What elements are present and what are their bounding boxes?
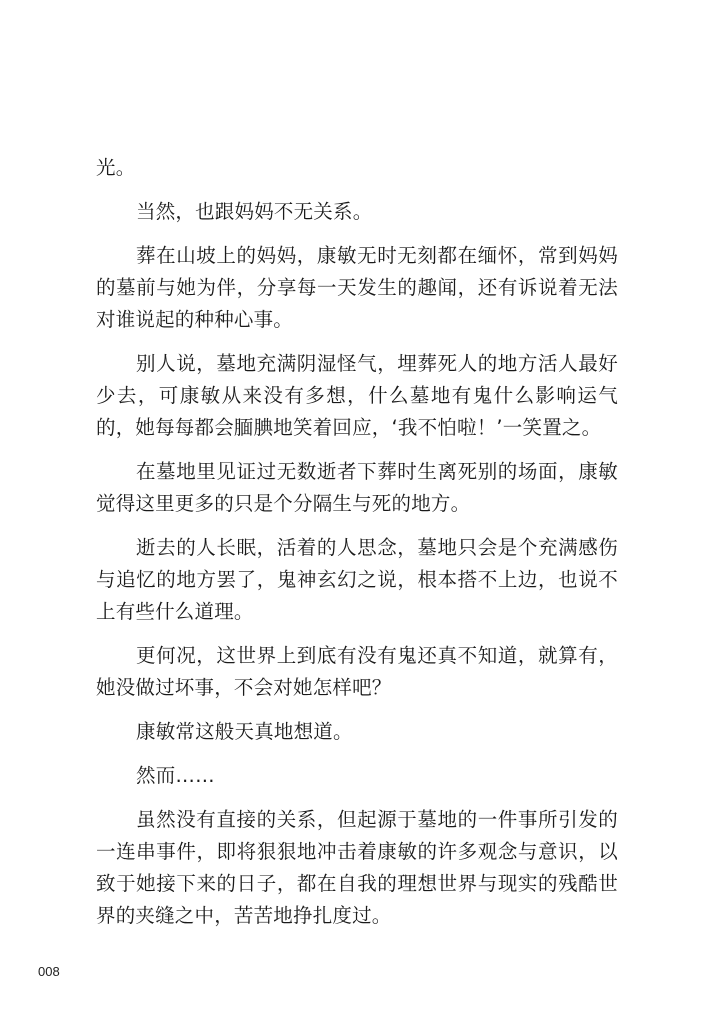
paragraph: 别人说，墓地充满阴湿怪气，埋葬死人的地方活人最好少去，可康敏从来没有多想，什么墓地有鬼什么影响运气的，她每每都会腼腆地笑着回应，‘我不怕啦！’一笑置之。 — [96, 352, 618, 439]
page-number: 008 — [38, 964, 60, 979]
paragraph: 虽然没有直接的关系，但起源于墓地的一件事所引发的一连串事件，即将狠狠地冲击着康敏的许多观念与意识，以致于她接下来的日子，都在自我的理想世界与现实的残酷世界的夹缝之中，苦苦地挣扎度过。 — [96, 808, 618, 927]
paragraph: 逝去的人长眠，活着的人思念，墓地只会是个充满感伤与追忆的地方罢了，鬼神玄幻之说，根本搭不上边，也说不上有些什么道理。 — [96, 536, 618, 623]
paragraph: 光。 — [96, 156, 136, 179]
body-text — [96, 152, 618, 944]
paragraph: 更何况，这世界上到底有没有鬼还真不知道，就算有，她没做过坏事，不会对她怎样吧？ — [96, 644, 618, 699]
paragraph: 然而…… — [136, 764, 215, 787]
paragraph: 当然，也跟妈妈不无关系。 — [136, 200, 373, 223]
paragraph: 在墓地里见证过无数逝者下葬时生离死别的场面，康敏觉得这里更多的只是个分隔生与死的地方。 — [96, 460, 618, 515]
paragraph: 葬在山坡上的妈妈，康敏无时无刻都在缅怀，常到妈妈的墓前与她为伴，分享每一天发生的趣闻，还有诉说着无法对谁说起的种种心事。 — [96, 244, 618, 331]
paragraph: 康敏常这般天真地想道。 — [136, 720, 353, 743]
